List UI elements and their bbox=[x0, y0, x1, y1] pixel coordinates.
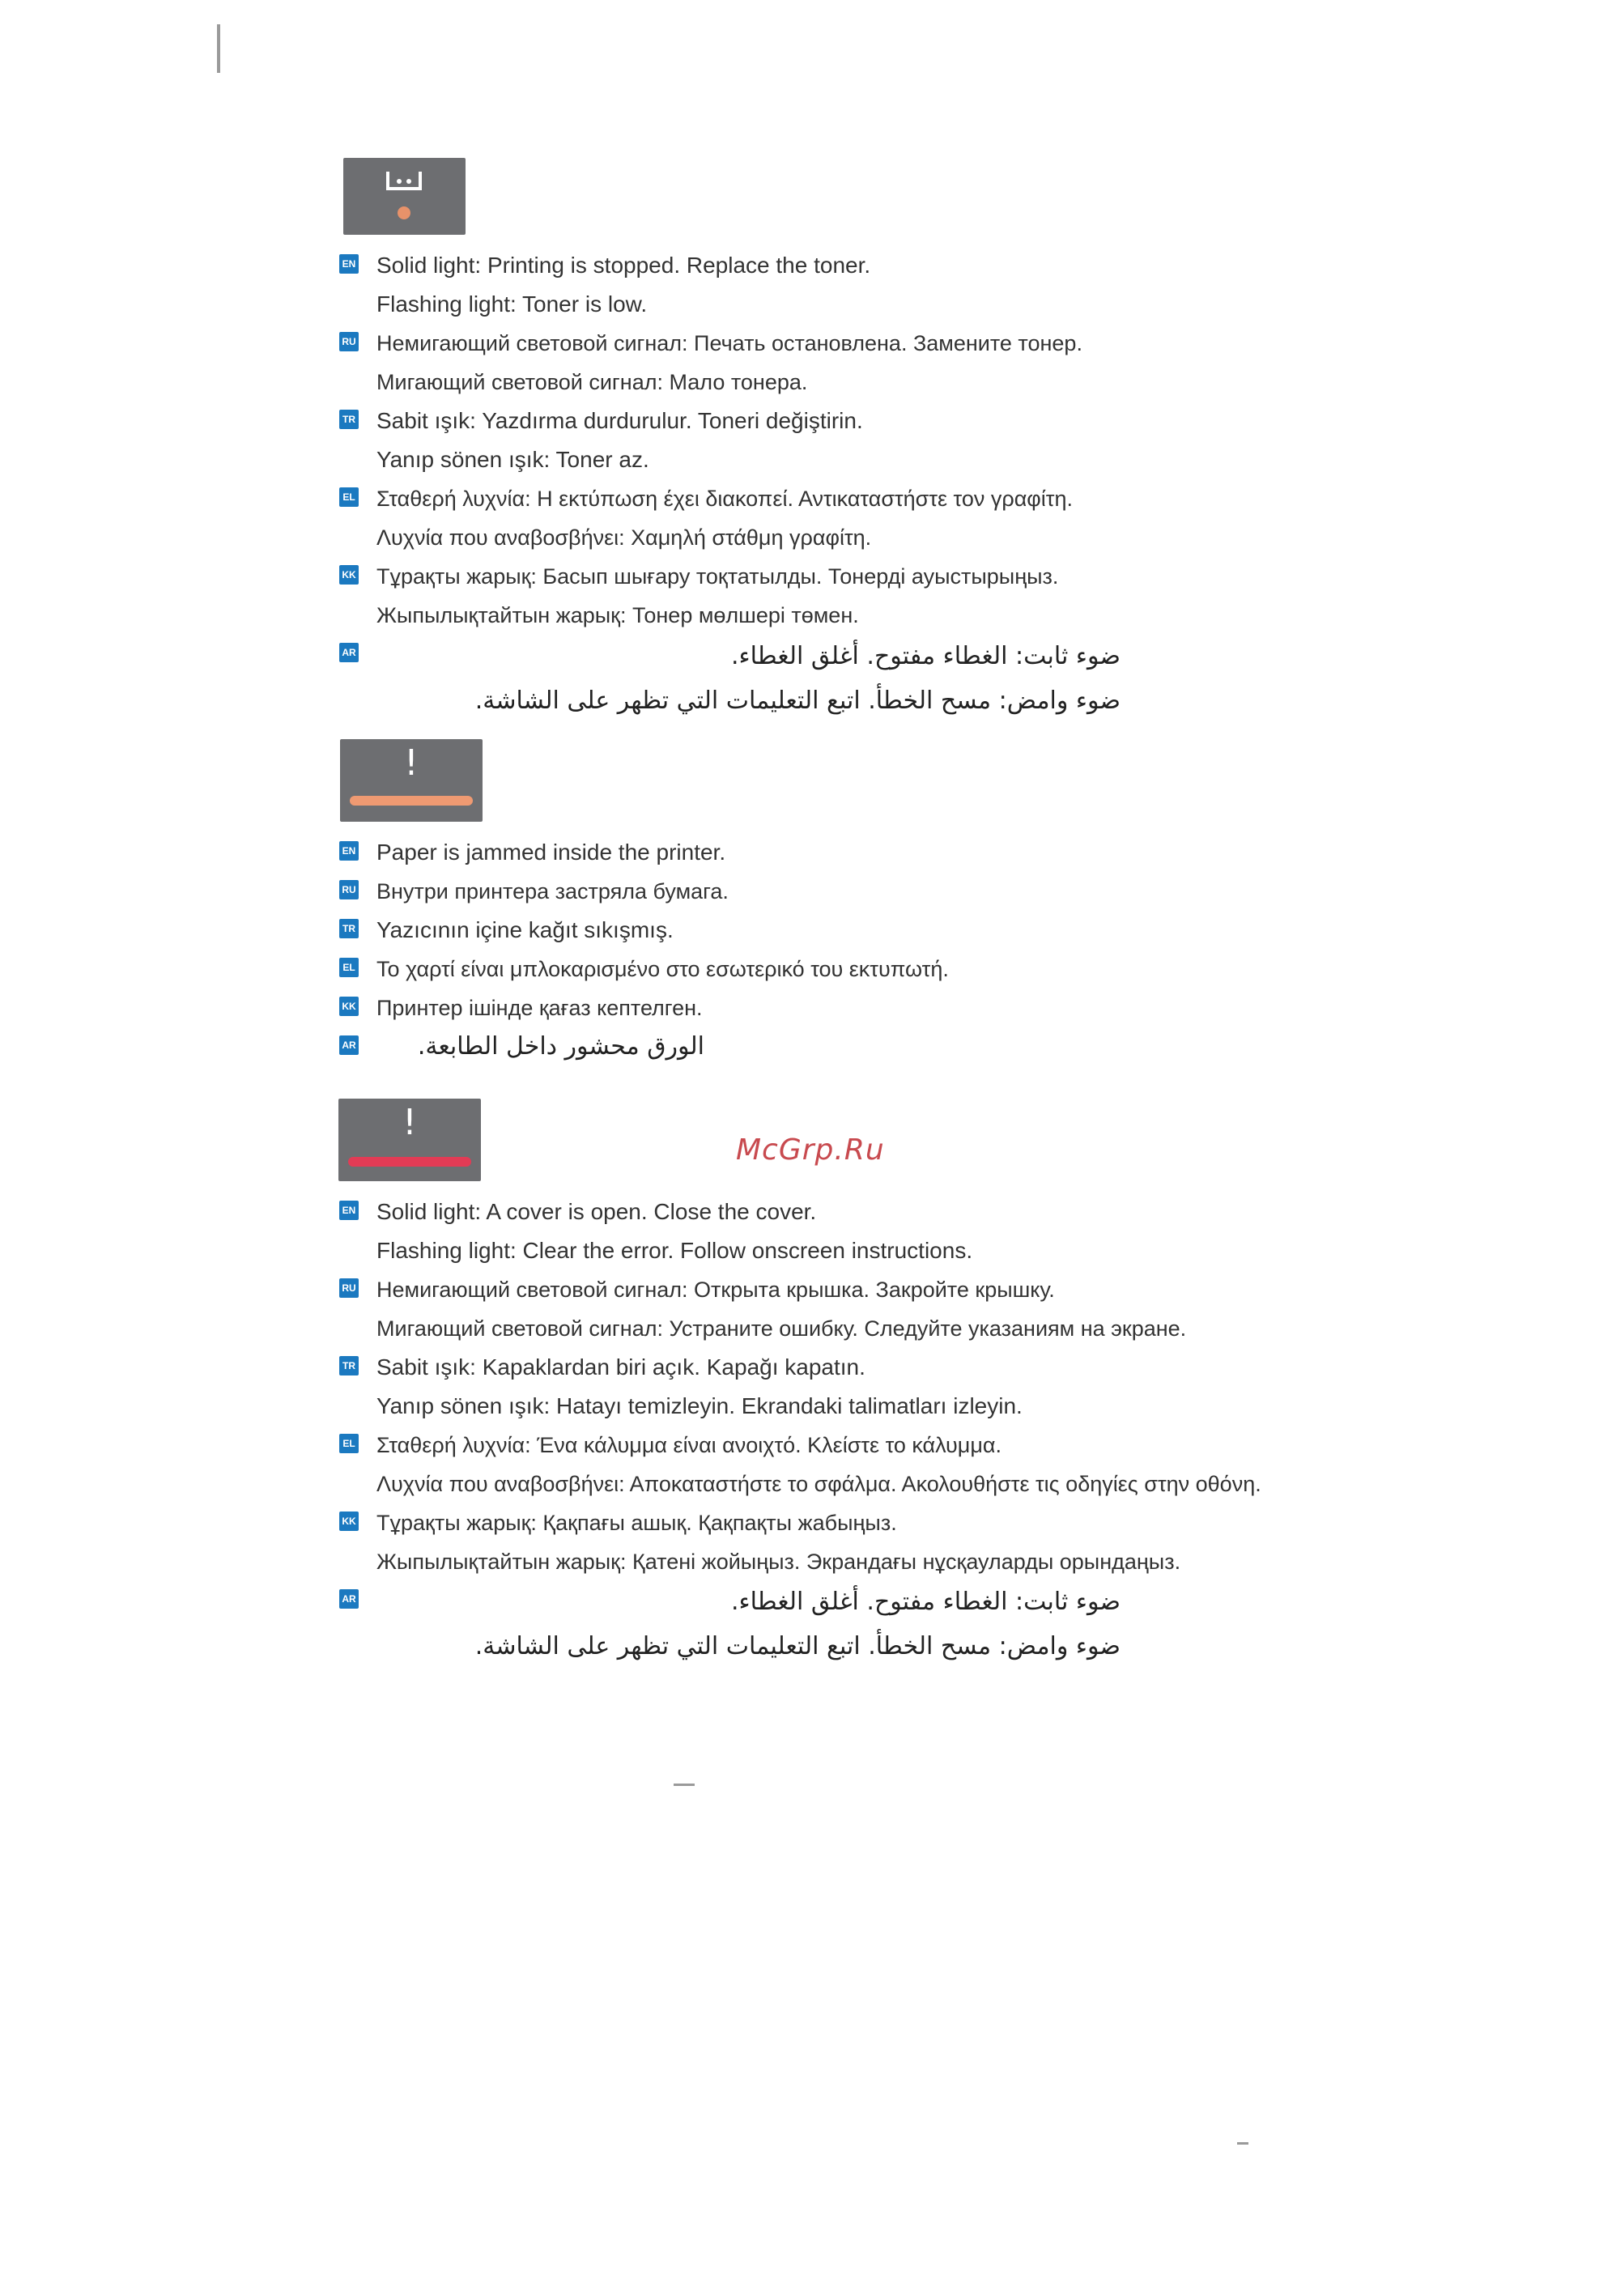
entry-text: Sabit ışık: Yazdırma durdurulur. Toneri değiştirin. bbox=[376, 408, 863, 433]
jam-led bbox=[350, 796, 473, 806]
lang-badge-el: EL bbox=[339, 1434, 359, 1453]
entry-text: Sabit ışık: Kapaklardan biri açık. Kapağı kapatın. bbox=[376, 1354, 865, 1380]
scan-speck bbox=[1237, 2142, 1248, 2145]
entry-text-sub: Flashing light: Toner is low. bbox=[376, 291, 648, 317]
entry-text-sub: Жыпылықтайтын жарық: Тонер мөлшері төмен. bbox=[376, 603, 859, 627]
entry-text: Немигающий световой сигнал: Открыта крышка. Закройте крышку. bbox=[376, 1278, 1055, 1302]
entry-text: Solid light: A cover is open. Close the cover. bbox=[376, 1199, 817, 1224]
lang-badge-en: EN bbox=[339, 1201, 359, 1220]
entry-text: Solid light: Printing is stopped. Replace the toner. bbox=[376, 253, 871, 278]
entry-text: Внутри принтера застряла бумага. bbox=[376, 879, 729, 904]
watermark: McGrp.Ru bbox=[736, 1133, 885, 1167]
toner-led bbox=[398, 206, 410, 219]
entry-text-sub: Λυχνία που αναβοσβήνει: Αποκαταστήστε το σφάλμα. Ακολουθήστε τις οδηγίες στην οθόνη. bbox=[376, 1472, 1261, 1496]
entry-text-ar: ضوء ثابت: الغطاء مفتوح. أغلق الغطاء. bbox=[731, 642, 1121, 670]
jam-warning-icon: ! bbox=[404, 742, 419, 784]
entry-text-ar-sub: ضوء وامض: مسح الخطأ. اتبع التعليمات التي تظهر على الشاشة. bbox=[474, 687, 1121, 715]
lang-badge-ru: RU bbox=[339, 332, 359, 351]
lang-badge-en: EN bbox=[339, 841, 359, 861]
entry-text-sub: Yanıp sönen ışık: Toner az. bbox=[376, 447, 649, 472]
entry-text-ar-sub: ضوء وامض: مسح الخطأ. اتبع التعليمات التي تظهر على الشاشة. bbox=[474, 1632, 1121, 1660]
lang-badge-ru: RU bbox=[339, 880, 359, 899]
toner-icon bbox=[343, 158, 466, 235]
entry-text: Тұрақты жарық: Басып шығару тоқтатылды. Тонерді ауыстырыңыз. bbox=[376, 564, 1059, 589]
scan-speck bbox=[674, 1784, 695, 1786]
scan-edge-mark bbox=[217, 24, 220, 73]
entry-text: Paper is jammed inside the printer. bbox=[376, 840, 726, 865]
entry-text-sub: Мигающий световой сигнал: Мало тонера. bbox=[376, 370, 808, 394]
lang-badge-ar: AR bbox=[339, 1589, 359, 1609]
entry-text-sub: Жыпылықтайтын жарық: Қатені жойыңыз. Экрандағы нұсқауларды орындаңыз. bbox=[376, 1550, 1181, 1574]
entry-text: Σταθερή λυχνία: Η εκτύπωση έχει διακοπεί. Αντικαταστήστε τον γραφίτη. bbox=[376, 487, 1073, 511]
entry-text: Принтер ішінде қағаз кептелген. bbox=[376, 996, 703, 1020]
lang-badge-tr: TR bbox=[339, 410, 359, 429]
lang-badge-el: EL bbox=[339, 487, 359, 507]
entry-text-sub: Λυχνία που αναβοσβήνει: Χαμηλή στάθμη γραφίτη. bbox=[376, 525, 872, 550]
lang-badge-ar: AR bbox=[339, 1035, 359, 1055]
entry-text: Σταθερή λυχνία: Ένα κάλυμμα είναι ανοιχτό. Κλείστε το κάλυμμα. bbox=[376, 1433, 1001, 1457]
cover-led bbox=[348, 1157, 471, 1167]
lang-badge-kk: KK bbox=[339, 565, 359, 585]
jam-indicator-panel bbox=[340, 739, 483, 822]
entry-text-sub: Yanıp sönen ışık: Hatayı temizleyin. Ekrandaki talimatları izleyin. bbox=[376, 1393, 1023, 1418]
entry-text: Тұрақты жарық: Қақпағы ашық. Қақпақты жабыңыз. bbox=[376, 1511, 897, 1535]
lang-badge-kk: KK bbox=[339, 1512, 359, 1531]
lang-badge-tr: TR bbox=[339, 1356, 359, 1375]
entry-text: Немигающий световой сигнал: Печать остановлена. Замените тонер. bbox=[376, 331, 1082, 355]
entry-text-ar: الورق محشور داخل الطابعة. bbox=[417, 1032, 704, 1061]
lang-badge-el: EL bbox=[339, 958, 359, 977]
cover-warning-icon: ! bbox=[402, 1102, 417, 1143]
entry-text-sub: Мигающий световой сигнал: Устраните ошибку. Следуйте указаниям на экране. bbox=[376, 1316, 1187, 1341]
lang-badge-en: EN bbox=[339, 254, 359, 274]
lang-badge-tr: TR bbox=[339, 919, 359, 938]
toner-indicator-panel bbox=[343, 158, 466, 235]
lang-badge-ru: RU bbox=[339, 1278, 359, 1298]
lang-badge-kk: KK bbox=[339, 997, 359, 1016]
entry-text: Το χαρτί είναι μπλοκαρισμένο στο εσωτερικό του εκτυπωτή. bbox=[376, 957, 949, 981]
entry-text-sub: Flashing light: Clear the error. Follow onscreen instructions. bbox=[376, 1238, 973, 1263]
entry-text-ar: ضوء ثابت: الغطاء مفتوح. أغلق الغطاء. bbox=[731, 1588, 1121, 1616]
entry-text: Yazıcının içine kağıt sıkışmış. bbox=[376, 917, 674, 942]
lang-badge-ar: AR bbox=[339, 643, 359, 662]
cover-indicator-panel bbox=[338, 1099, 481, 1181]
